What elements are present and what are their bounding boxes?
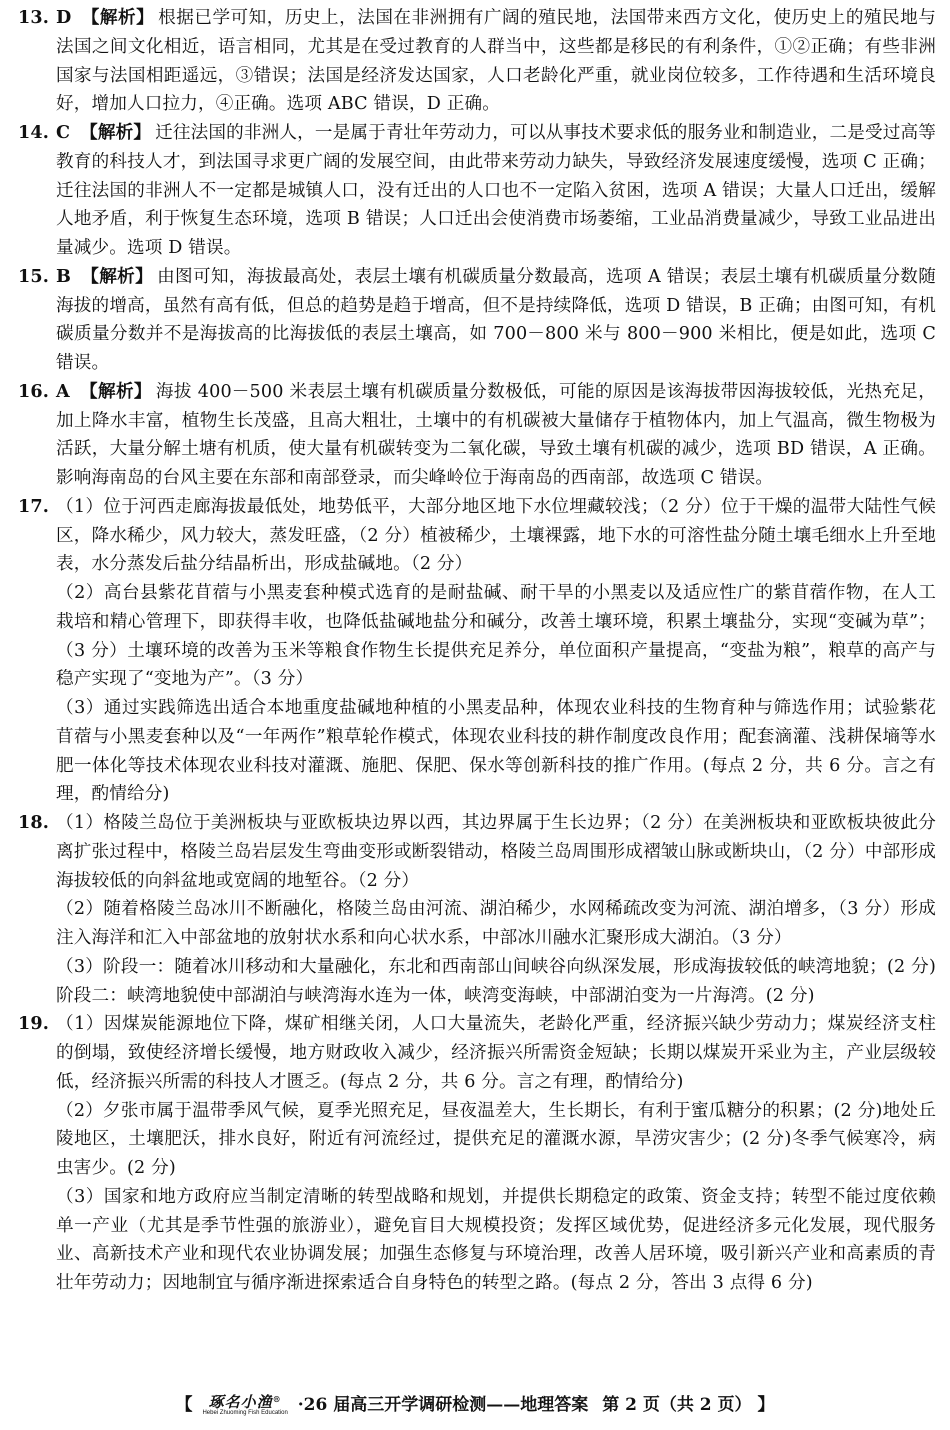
logo-text: 琢名小渔	[208, 1393, 273, 1411]
footer-bracket-close: 】	[757, 1395, 775, 1415]
question-number: 14.	[18, 122, 50, 143]
answer-content	[18, 4, 936, 1298]
page-number: 第 2 页（共 2 页）	[602, 1395, 752, 1415]
sub-answer-1: （1）因煤炭能源地位下降，煤矿相继关闭，人口大量流失，老龄化严重，经济振兴缺少劳动力；煤炭经济支柱的倒塌，致使经济增长缓慢，地方财政收入减少，经济振兴所需资金短缺；长期以煤炭开采业为主，产业层级较低，经济振兴所需的科技人才匮乏。(每点 2 分，共 6 分。言之有理，酌情给分)	[56, 1014, 936, 1092]
sub-answer-2: （2）随着格陵兰岛冰川不断融化，格陵兰岛由河流、湖泊稀少，水网稀疏改变为河流、湖泊增多，（3 分）形成注入海洋和汇入中部盆地的放射状水系和向心状水系，中部冰川融水汇聚形成大湖泊。（3 分）	[56, 899, 936, 948]
registered-mark: ®	[272, 1394, 282, 1404]
question-number: 13.	[18, 7, 50, 28]
question-15	[18, 263, 936, 378]
question-17	[18, 493, 936, 809]
answer-letter: D	[56, 7, 72, 28]
analysis-text: 由图可知，海拔最高处，表层土壤有机碳质量分数最高，选项 A 错误；表层土壤有机碳质量分数随海拔的增高，虽然有高有低，但总的趋势是趋于增高，但不是持续降低，选项 D 错误，B 正确；由图可知，有机碳质量分数并不是海拔高的比海拔低的表层土壤高，如 700－800 米与 800－900 米相比，便是如此，选项 C 错误。	[56, 266, 936, 373]
question-19	[18, 1010, 936, 1298]
footer-bracket-open: 【	[175, 1395, 193, 1415]
answer-letter: B	[56, 265, 72, 287]
sub-answer-1: （1）位于河西走廊海拔最低处，地势低平，大部分地区地下水位埋藏较浅；（2 分）位于干燥的温带大陆性气候区，降水稀少，风力较大，蒸发旺盛，（2 分）植被稀少，土壤裸露，地下水的可溶性盐分随土壤毛细水上升至地表，水分蒸发后盐分结晶析出，形成盐碱地。（2 分）	[56, 496, 936, 575]
question-number: 15.	[18, 265, 50, 287]
analysis-text: 根据已学可知，历史上，法国在非洲拥有广阔的殖民地，法国带来西方文化，使历史上的殖民地与法国之间文化相近，语言相同，尤其是在受过教育的人群当中，这些都是移民的有利条件，①②正确；有些非洲国家与法国相距遥远，③错误；法国是经济发达国家，人口老龄化严重，就业岗位较多，工作待遇和生活环境良好，增加人口拉力，④正确。选项 ABC 错误，D 正确。	[56, 8, 936, 115]
question-number: 19.	[18, 1013, 50, 1035]
question-18	[18, 809, 936, 1010]
sub-answer-2: （2）夕张市属于温带季风气候，夏季光照充足，昼夜温差大，生长期长，有利于蜜瓜糖分的积累；(2 分)地处丘陵地区，土壤肥沃，排水良好，附近有河流经过，提供充足的灌溉水源，旱涝灾害少；(2 分)冬季气候寒冷，病虫害少。(2 分)	[56, 1100, 936, 1178]
question-16	[18, 378, 936, 493]
sub-answer-3: （3）国家和地方政府应当制定清晰的转型战略和规划，并提供长期稳定的政策、资金支持；转型不能过度依赖单一产业（尤其是季节性强的旅游业），避免盲目大规模投资；发挥区域优势，促进经济多元化发展，现代服务业、高新技术产业和现代农业协调发展；加强生态修复与环境治理，改善人居环境，吸引新兴产业和高素质的青壮年劳动力；因地制宜与循序渐进探索适合自身特色的转型之路。(每点 2 分，答出 3 点得 6 分)	[56, 1186, 936, 1293]
publisher-logo	[202, 1395, 287, 1416]
question-14	[18, 119, 936, 263]
exam-title: ·26 届高三开学调研检测——地理答案	[297, 1395, 589, 1415]
page-footer	[0, 1391, 950, 1419]
sub-answer-1: （1）格陵兰岛位于美洲板块与亚欧板块边界以西，其边界属于生长边界；（2 分）在美洲板块和亚欧板块彼此分离扩张过程中，格陵兰岛岩层发生弯曲变形或断裂错动，格陵兰岛周围形成褶皱山脉或断块山，（2 分）中部形成海拔较低的向斜盆地或宽阔的地堑谷。（2 分）	[56, 813, 936, 891]
analysis-text: 迁往法国的非洲人，一是属于青壮年劳动力，可以从事技术要求低的服务业和制造业，二是受过高等教育的科技人才，到法国寻求更广阔的发展空间，由此带来劳动力缺失，导致经济发展速度缓慢，选项 C 正确；迁往法国的非洲人不一定都是城镇人口，没有迁出的人口也不一定陷入贫困，选项 A 错误；大量人口迁出，缓解人地矛盾，利于恢复生态环境，选项 B 错误；人口迁出会使消费市场萎缩，工业品消费量减少，导致工业品进出量减少。选项 D 错误。	[56, 123, 936, 258]
question-number: 16.	[18, 380, 50, 402]
sub-answer-3: （3）通过实践筛选出适合本地重度盐碱地种植的小黑麦品种，体现农业科技的生物育种与筛选作用；试验紫花苜蓿与小黑麦套种以及“一年两作”粮草轮作模式，体现农业科技的耕作制度改良作用；配套滴灌、浅耕保墒等水肥一体化等技术体现农业科技对灌溉、施肥、保肥、保水等创新科技的推广作用。(每点 2 分，共 6 分。言之有理，酌情给分)	[56, 698, 936, 805]
analysis-tag: 【解析】	[81, 265, 154, 287]
analysis-tag: 【解析】	[81, 7, 155, 28]
sub-answer-2: （2）高台县紫花苜蓿与小黑麦套种模式选育的是耐盐碱、耐干旱的小黑麦以及适应性广的紫苜蓿作物，在人工栽培和精心管理下，即获得丰收，也降低盐碱地盐分和碱分，改善土壤环境，积累土壤盐分，实现“变碱为草”；（3 分）土壤环境的改善为玉米等粮食作物生长提供充足养分，单位面积产量提高，“变盐为粮”，粮草的高产与稳产实现了“变地为产”。（3 分）	[56, 583, 936, 690]
question-number: 18.	[18, 812, 50, 833]
answer-letter: C	[56, 122, 71, 143]
logo-subtitle: Hebei Zhuoming Fish Education	[202, 1410, 288, 1416]
answer-letter: A	[56, 380, 70, 402]
analysis-tag: 【解析】	[79, 380, 152, 402]
question-number: 17.	[18, 495, 50, 517]
analysis-tag: 【解析】	[80, 122, 152, 143]
sub-answer-3: （3）阶段一：随着冰川移动和大量融化，东北和西南部山间峡谷向纵深发展，形成海拔较低的峡湾地貌；(2 分)阶段二：峡湾地貌使中部湖泊与峡湾海水连为一体，峡湾变海峡，中部湖泊变为一片海湾。(2 分)	[56, 956, 936, 1006]
question-13	[18, 4, 936, 119]
analysis-text: 海拔 400－500 米表层土壤有机碳质量分数极低，可能的原因是该海拔带因海拔较低，光热充足，加上降水丰富，植物生长茂盛，且高大粗壮，土壤中的有机碳被大量储存于植物体内，加上气温高，微生物极为活跃，大量分解土塘有机质，使大量有机碳转变为二氧化碳，导致土壤有机碳的减少，选项 BD 错误，A 正确。影响海南岛的台风主要在东部和南部登录，而尖峰岭位于海南岛的西南部，故选项 C 错误。	[56, 381, 936, 488]
